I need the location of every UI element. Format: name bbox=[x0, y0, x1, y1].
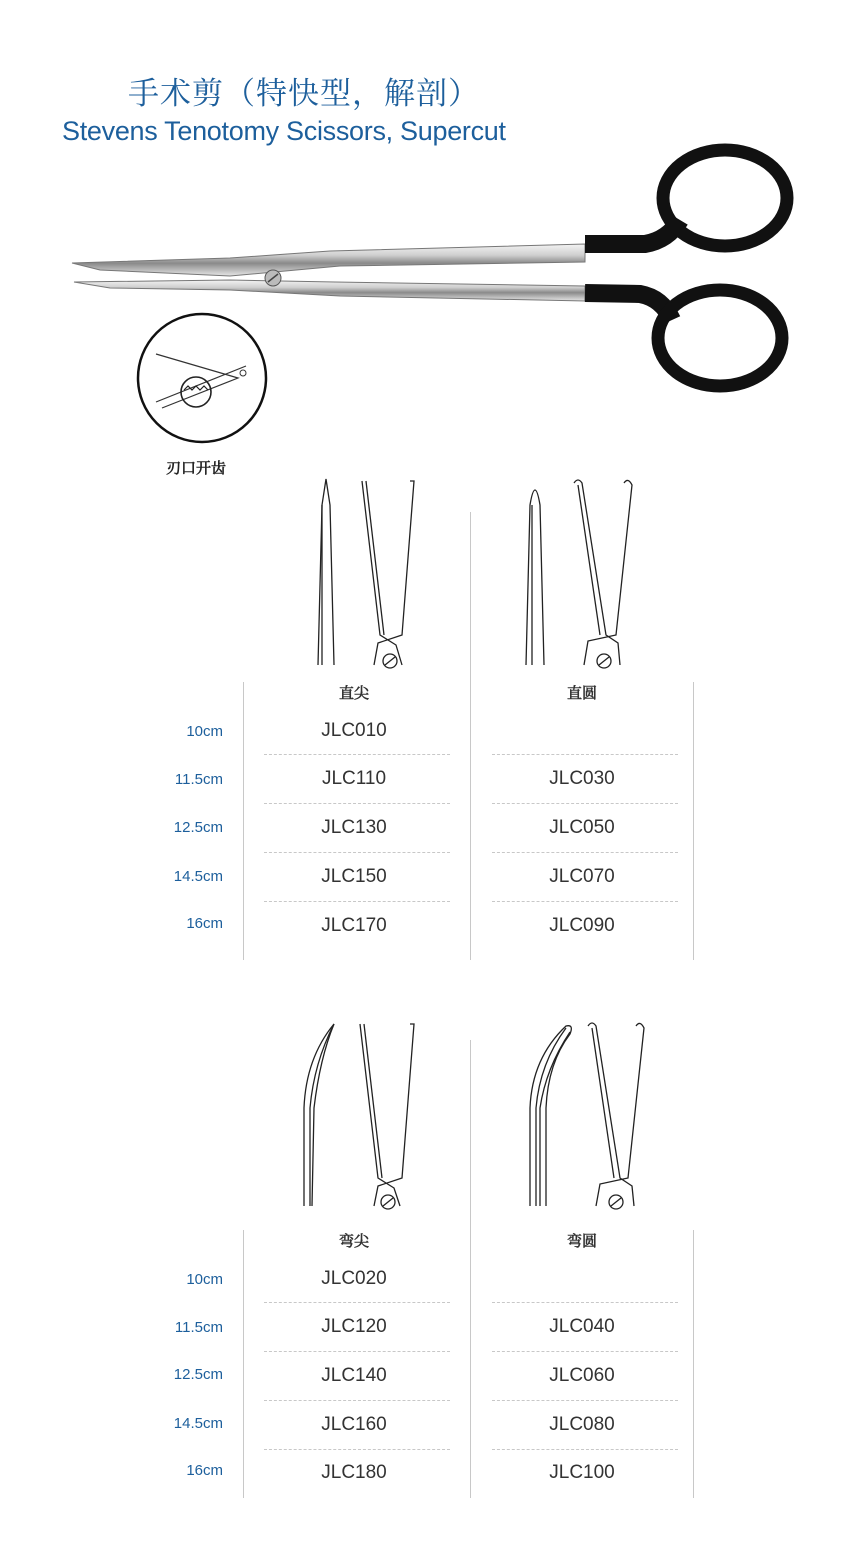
straight-sharp-tip-icon bbox=[318, 479, 414, 668]
product-code: JLC120 bbox=[321, 1316, 387, 1337]
blade-serration-detail-icon bbox=[134, 310, 270, 446]
row-separator bbox=[492, 1302, 678, 1303]
table-divider bbox=[470, 1040, 471, 1498]
page-title-chinese: 手术剪（特快型，解剖） bbox=[128, 76, 480, 112]
product-code: JLC090 bbox=[549, 915, 615, 936]
row-separator bbox=[492, 803, 678, 804]
straight-blunt-tip-icon bbox=[526, 480, 632, 668]
row-separator bbox=[264, 754, 450, 755]
size-label: 12.5cm bbox=[173, 1366, 223, 1383]
row-separator bbox=[264, 901, 450, 902]
row-separator bbox=[492, 1449, 678, 1450]
tip-drawings-straight bbox=[0, 475, 860, 670]
row-separator bbox=[492, 1351, 678, 1352]
product-code: JLC160 bbox=[321, 1414, 387, 1435]
size-label: 16cm bbox=[186, 1462, 223, 1479]
product-code: JLC100 bbox=[549, 1462, 615, 1483]
page-title-english: Stevens Tenotomy Scissors, Supercut bbox=[62, 116, 506, 146]
product-code: JLC150 bbox=[321, 866, 387, 887]
product-code: JLC020 bbox=[321, 1268, 387, 1289]
size-label: 16cm bbox=[186, 915, 223, 932]
product-code: JLC030 bbox=[549, 768, 615, 789]
product-code: JLC180 bbox=[321, 1462, 387, 1483]
size-label: 12.5cm bbox=[173, 819, 223, 836]
product-code: JLC040 bbox=[549, 1316, 615, 1337]
product-code: JLC010 bbox=[321, 720, 387, 741]
product-code: JLC080 bbox=[549, 1414, 615, 1435]
table-divider bbox=[693, 682, 694, 960]
scissors-illustration bbox=[0, 140, 860, 400]
curved-blunt-tip-icon bbox=[530, 1023, 644, 1209]
column-header: 弯圆 bbox=[566, 1232, 597, 1250]
product-code: JLC070 bbox=[549, 866, 615, 887]
column-header: 弯尖 bbox=[338, 1232, 369, 1250]
product-code: JLC060 bbox=[549, 1365, 615, 1386]
curved-sharp-tip-icon bbox=[304, 1024, 414, 1209]
product-code: JLC140 bbox=[321, 1365, 387, 1386]
size-label: 11.5cm bbox=[174, 1319, 223, 1336]
table-divider bbox=[243, 682, 244, 960]
product-code: JLC110 bbox=[321, 768, 387, 789]
size-label: 11.5cm bbox=[174, 771, 223, 788]
size-label: 14.5cm bbox=[173, 868, 223, 885]
product-code: JLC050 bbox=[549, 817, 615, 838]
size-label: 14.5cm bbox=[173, 1415, 223, 1432]
column-header: 直圆 bbox=[566, 684, 597, 702]
product-code: JLC170 bbox=[321, 915, 387, 936]
row-separator bbox=[264, 803, 450, 804]
row-separator bbox=[264, 1449, 450, 1450]
row-separator bbox=[492, 901, 678, 902]
table-divider bbox=[243, 1230, 244, 1498]
row-separator bbox=[264, 1400, 450, 1401]
tip-drawings-curved bbox=[0, 1018, 860, 1210]
row-separator bbox=[492, 754, 678, 755]
table-divider bbox=[693, 1230, 694, 1498]
row-separator bbox=[492, 852, 678, 853]
size-label: 10cm bbox=[186, 1271, 223, 1288]
row-separator bbox=[264, 1351, 450, 1352]
row-separator bbox=[264, 1302, 450, 1303]
table-divider bbox=[470, 512, 471, 960]
product-code: JLC130 bbox=[321, 817, 387, 838]
column-header: 直尖 bbox=[338, 684, 369, 702]
size-label: 10cm bbox=[186, 723, 223, 740]
row-separator bbox=[264, 852, 450, 853]
row-separator bbox=[492, 1400, 678, 1401]
detail-caption: 刃口开齿 bbox=[166, 459, 227, 477]
